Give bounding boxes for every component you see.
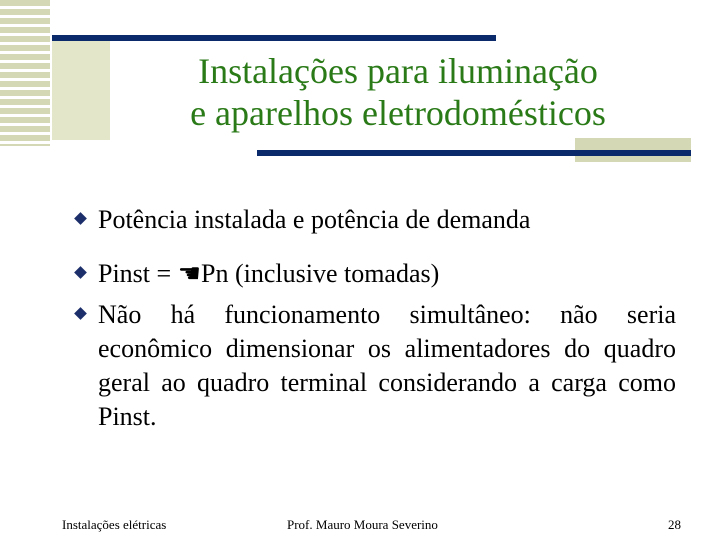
bullet-text: Pinst = ☚Pn (inclusive tomadas): [98, 259, 440, 288]
bullet-item: [76, 257, 676, 291]
decorative-bottom-bar: [257, 150, 691, 156]
bullet-diamond-icon: [74, 307, 87, 320]
decorative-stripes: [0, 0, 50, 146]
bullet-text: Não há funcionamento simultâneo: não seria econômico dimensionar os alimentadores do quadro geral ao quadro terminal considerando a carga como Pinst.: [98, 300, 676, 431]
decorative-top-bar: [52, 35, 496, 41]
bullet-diamond-icon: [74, 212, 87, 225]
footer-course: Instalações elétricas: [62, 517, 167, 532]
footer-author: Prof. Mauro Moura Severino: [287, 517, 438, 532]
bullet-diamond-icon: [74, 266, 87, 279]
footer-page-number: 28: [668, 517, 681, 532]
title-line-1: Instalações para iluminação: [198, 51, 598, 91]
bullet-list: [76, 203, 676, 434]
slide-title: [118, 50, 678, 134]
bullet-item: [76, 203, 676, 237]
bullet-text: Potência instalada e potência de demanda: [98, 205, 531, 234]
bullet-item: [76, 298, 676, 434]
decorative-title-block: [52, 38, 110, 140]
title-line-2: e aparelhos eletrodomésticos: [190, 93, 606, 133]
